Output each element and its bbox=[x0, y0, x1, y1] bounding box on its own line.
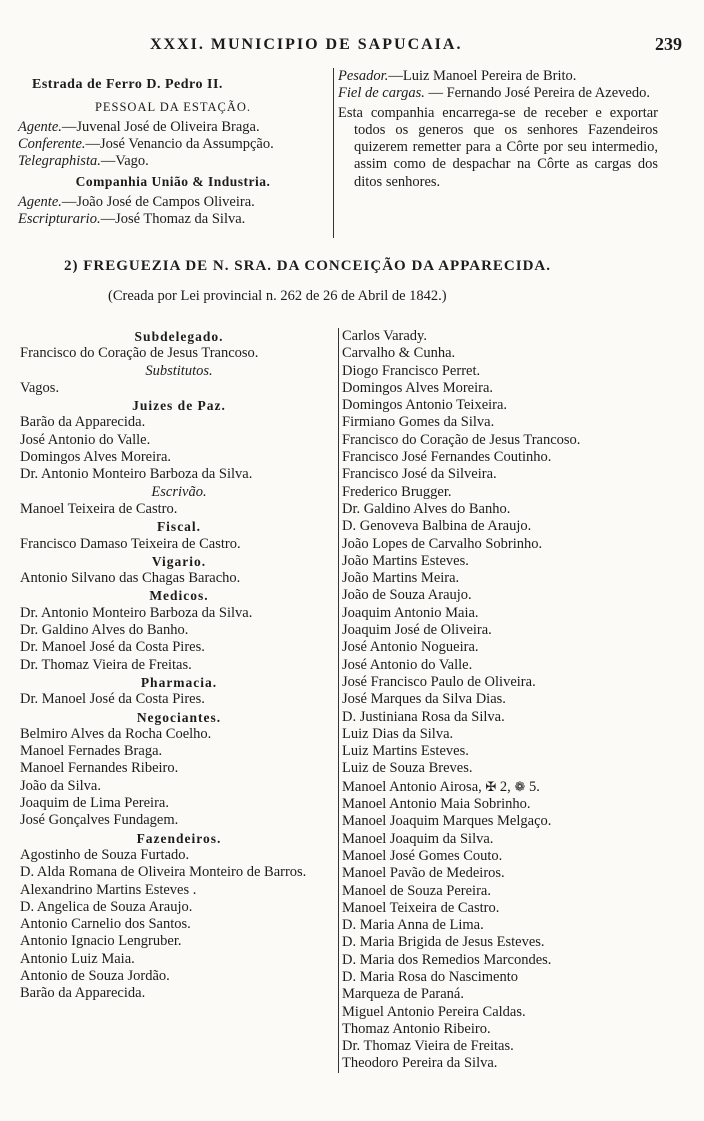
list-item: Domingos Alves Moreira. bbox=[20, 449, 172, 466]
list-item: João Martins Esteves. bbox=[342, 552, 469, 569]
list-item: Antonio de Souza Jordão. bbox=[20, 967, 170, 984]
list-item: Francisco do Coração de Jesus Trancoso. bbox=[20, 345, 259, 362]
list-item: João de Souza Araujo. bbox=[342, 587, 472, 604]
section-heading: Vigario. bbox=[151, 553, 207, 569]
list-item: Frederico Brugger. bbox=[342, 483, 452, 500]
list-item: Domingos Alves Moreira. bbox=[342, 379, 494, 396]
maltese-cross-icon: ✠ bbox=[485, 778, 497, 794]
company-notice: Esta companhia encarrega-se de receber e exportar todos os generos que os senhores Fazendeiros quizerem remetter para a Côrte por seu intermedio, assim como de despachar na Côrte as cargas dos ditos senhores. bbox=[338, 104, 658, 190]
section-heading: Substitutos. bbox=[145, 362, 213, 379]
list-item: Francisco José Fernandes Coutinho. bbox=[342, 449, 552, 466]
staff-line: Fiel de cargas. — Fernando José Pereira de Azevedo. bbox=[338, 85, 650, 102]
railway-staff-block bbox=[18, 76, 328, 228]
section-heading: Subdelegado. bbox=[134, 329, 224, 344]
section-heading: Fiscal. bbox=[156, 519, 202, 535]
fazendeiros-column bbox=[342, 328, 682, 1073]
list-item: Dr. Antonio Monteiro Barboza da Silva. bbox=[20, 604, 253, 621]
list-item: Manoel José Gomes Couto. bbox=[342, 847, 503, 864]
list-item: Barão da Apparecida. bbox=[20, 414, 146, 431]
list-item: João Lopes de Carvalho Sobrinho. bbox=[342, 535, 543, 552]
list-item: Joaquim José de Oliveira. bbox=[342, 622, 492, 639]
list-item: Barão da Apparecida. bbox=[20, 985, 146, 1002]
list-item: Francisco José da Silveira. bbox=[342, 466, 497, 483]
page-number: 239 bbox=[655, 34, 682, 54]
staff-line: Escripturario.—José Thomaz da Silva. bbox=[18, 211, 246, 228]
list-item: Thomaz Antonio Ribeiro. bbox=[342, 1020, 491, 1037]
list-item: Francisco Damaso Teixeira de Castro. bbox=[20, 535, 241, 552]
list-item: José Francisco Paulo de Oliveira. bbox=[342, 673, 536, 690]
list-item: José Marques da Silva Dias. bbox=[342, 691, 506, 708]
running-head: XXXI. MUNICIPIO DE SAPUCAIA. bbox=[150, 36, 463, 53]
list-item: D. Alda Romana de Oliveira Monteiro de Barros. bbox=[20, 864, 307, 881]
section-title: 2) FREGUEZIA DE N. SRA. DA CONCEIÇÃO DA APPARECIDA. bbox=[64, 258, 552, 274]
list-item: Manoel Antonio Maia Sobrinho. bbox=[342, 796, 531, 813]
list-item: Antonio Carnelio dos Santos. bbox=[20, 916, 191, 933]
list-item: Vagos. bbox=[20, 379, 60, 396]
list-item: Joaquim Antonio Maia. bbox=[342, 604, 479, 621]
section-heading: Escrivão. bbox=[151, 483, 207, 500]
list-item: Luiz Dias da Silva. bbox=[342, 725, 454, 742]
staff-line: Conferente.—José Venancio da Assumpção. bbox=[18, 135, 274, 152]
list-item: Dr. Galdino Alves do Banho. bbox=[20, 622, 189, 639]
list-item: José Antonio Nogueira. bbox=[342, 639, 479, 656]
list-item-decorated: Manoel Antonio Airosa, ✠ 2, ❁ 5. bbox=[342, 778, 540, 795]
column-divider bbox=[338, 328, 339, 1073]
list-item: D. Angelica de Souza Araujo. bbox=[20, 898, 193, 915]
list-item: José Gonçalves Fundagem. bbox=[20, 812, 179, 829]
staff-line: Agente.—Juvenal José de Oliveira Braga. bbox=[18, 118, 260, 135]
list-item: Antonio Silvano das Chagas Baracho. bbox=[20, 570, 241, 587]
list-item: Dr. Antonio Monteiro Barboza da Silva. bbox=[20, 466, 253, 483]
list-item: Luiz Martins Esteves. bbox=[342, 743, 469, 760]
list-item: Dr. Thomaz Vieira de Freitas. bbox=[20, 656, 192, 673]
staff-line: Agente.—João José de Campos Oliveira. bbox=[18, 193, 255, 210]
list-item: Francisco do Coração de Jesus Trancoso. bbox=[342, 431, 581, 448]
staff-line: Pesador.—Luiz Manoel Pereira de Brito. bbox=[338, 68, 577, 84]
officials-column bbox=[20, 328, 338, 1003]
list-item: Dr. Manoel José da Costa Pires. bbox=[20, 639, 205, 656]
list-item: João Martins Meira. bbox=[342, 570, 460, 587]
list-item: Manoel de Souza Pereira. bbox=[342, 882, 491, 899]
list-item: D. Maria Anna de Lima. bbox=[342, 917, 484, 934]
company-staff-block bbox=[338, 68, 658, 191]
list-item: João da Silva. bbox=[20, 777, 101, 794]
company-title: Companhia União & Industria. bbox=[75, 174, 271, 190]
railway-title: Estrada de Ferro D. Pedro II. bbox=[32, 77, 223, 92]
section-heading: Pharmacia. bbox=[140, 674, 218, 690]
list-item: Manoel Fernades Braga. bbox=[20, 743, 163, 760]
section-heading: Fazendeiros. bbox=[136, 830, 222, 846]
list-item: Manoel Pavão de Medeiros. bbox=[342, 865, 505, 882]
rose-order-icon: ❁ bbox=[514, 778, 526, 794]
list-item: Joaquim de Lima Pereira. bbox=[20, 795, 169, 812]
list-item: Dr. Thomaz Vieira de Freitas. bbox=[342, 1038, 514, 1055]
list-item: Manoel Teixeira de Castro. bbox=[342, 899, 500, 916]
list-item: Manoel Fernandes Ribeiro. bbox=[20, 760, 179, 777]
list-item: Manoel Joaquim Marques Melgaço. bbox=[342, 813, 552, 830]
list-item: Dr. Manoel José da Costa Pires. bbox=[20, 691, 205, 708]
list-item: Manoel Joaquim da Silva. bbox=[342, 830, 494, 847]
staff-line: Telegraphista.—Vago. bbox=[18, 153, 149, 170]
column-divider bbox=[333, 68, 334, 238]
section-heading: Juizes de Paz. bbox=[132, 398, 226, 414]
list-item: D. Genoveva Balbina de Araujo. bbox=[342, 518, 532, 535]
section-heading: Negociantes. bbox=[136, 709, 222, 725]
list-item: Carvalho & Cunha. bbox=[342, 345, 456, 362]
list-item: Alexandrino Martins Esteves . bbox=[20, 881, 197, 898]
section-heading: Medicos. bbox=[149, 588, 209, 604]
list-item: D. Maria Rosa do Nascimento bbox=[342, 968, 518, 985]
list-item: Diogo Francisco Perret. bbox=[342, 362, 481, 379]
list-item: Antonio Ignacio Lengruber. bbox=[20, 933, 182, 950]
list-item: Manoel Teixeira de Castro. bbox=[20, 500, 178, 517]
list-item: Marqueza de Paraná. bbox=[342, 986, 464, 1003]
list-item: José Antonio do Valle. bbox=[20, 431, 151, 448]
list-item: D. Maria dos Remedios Marcondes. bbox=[342, 951, 552, 968]
list-item: Dr. Galdino Alves do Banho. bbox=[342, 500, 511, 517]
list-item: Luiz de Souza Breves. bbox=[342, 760, 473, 777]
railway-subtitle: PESSOAL DA ESTAÇÃO. bbox=[94, 100, 252, 115]
list-item: Domingos Antonio Teixeira. bbox=[342, 397, 508, 414]
list-item: Theodoro Pereira da Silva. bbox=[342, 1055, 498, 1072]
list-item: D. Maria Brigida de Jesus Esteves. bbox=[342, 934, 545, 951]
list-item: Miguel Antonio Pereira Caldas. bbox=[342, 1003, 526, 1020]
section-subtitle: (Creada por Lei provincial n. 262 de 26 de Abril de 1842.) bbox=[108, 288, 447, 304]
list-item: Antonio Luiz Maia. bbox=[20, 950, 135, 967]
list-item: Belmiro Alves da Rocha Coelho. bbox=[20, 725, 212, 742]
list-item: José Antonio do Valle. bbox=[342, 656, 473, 673]
list-item: D. Justiniana Rosa da Silva. bbox=[342, 708, 505, 725]
list-item: Firmiano Gomes da Silva. bbox=[342, 414, 495, 431]
list-item: Carlos Varady. bbox=[342, 328, 427, 344]
list-item: Agostinho de Souza Furtado. bbox=[20, 846, 190, 863]
